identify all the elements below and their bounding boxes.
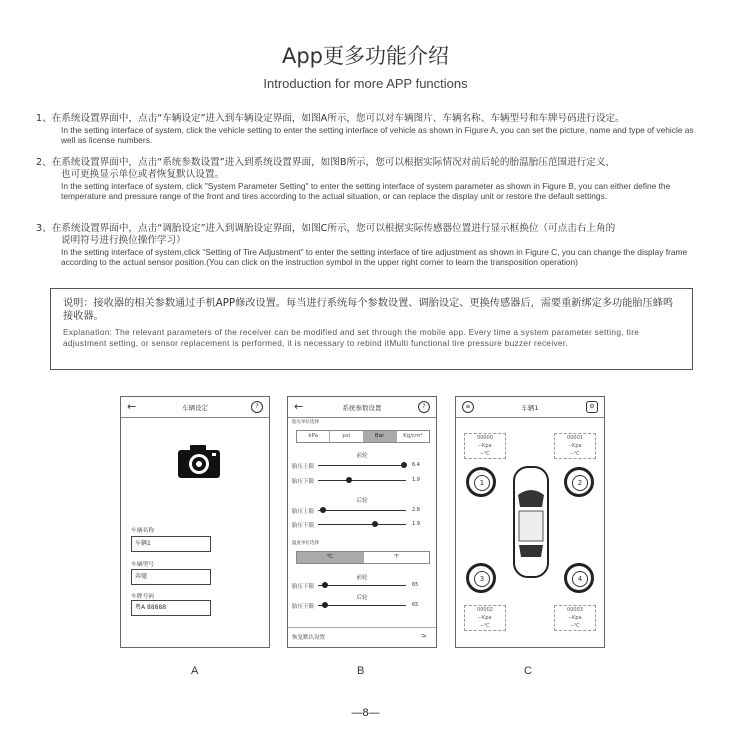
temp-rear-label: 胎压下限 <box>292 604 315 610</box>
unit-option-psi[interactable]: psi <box>330 431 363 442</box>
item-1-cn: 1、在系统设置界面中，点击“车辆设定”进入到车辆设定界面，如图A所示，您可以对车辆图片、车辆名称、车辆型号和车牌号码进行设定。 <box>36 113 625 124</box>
slider-knob[interactable] <box>322 602 328 608</box>
divider <box>288 627 436 628</box>
phone-b-title: 系统参数设置 <box>342 404 382 412</box>
pressure-unit-selector <box>296 430 430 443</box>
temp-option-fahrenheit[interactable]: ℉ <box>393 554 399 560</box>
sensor-temperature: --℃ <box>480 623 490 629</box>
rear-upper-value: 2.8 <box>412 507 420 513</box>
sensor-id: 00000 <box>477 435 493 441</box>
vehicle-name-label: 车辆名称 <box>131 528 155 534</box>
unit-option-kpa[interactable]: kPa <box>297 431 330 442</box>
back-arrow-icon[interactable]: ← <box>127 400 137 413</box>
sensor-pressure: --Kpa <box>568 615 582 621</box>
item-2-cn-line2: 也可更换显示单位或者恢复默认设置。 <box>61 169 225 180</box>
slider-knob[interactable] <box>346 477 352 483</box>
rear-lower-value: 1.9 <box>412 521 420 527</box>
phone-a-header <box>121 397 269 418</box>
slider-knob[interactable] <box>401 462 407 468</box>
camera-icon[interactable] <box>176 442 222 480</box>
help-icon[interactable]: ? <box>418 401 430 413</box>
menu-icon[interactable]: ≡ <box>462 401 474 413</box>
page-subtitle: Introduction for more APP functions <box>263 76 468 91</box>
slider-knob[interactable] <box>320 507 326 513</box>
phone-c-header <box>456 397 604 418</box>
note-cn: 说明：接收器的相关参数通过手机APP修改设置。每当进行系统每个参数设置、调胎设定、更换传感器后，需要重新绑定多功能胎压蜂鸣接收器。 <box>63 298 674 322</box>
sensor-box-2 <box>554 433 596 459</box>
chevron-right-icon: > <box>421 632 427 640</box>
sensor-box-4 <box>554 605 596 631</box>
temp-rear-slider[interactable] <box>318 605 406 606</box>
temp-unit-section-label: 温度单位选择 <box>292 541 319 546</box>
sensor-temperature: --℃ <box>570 623 580 629</box>
front-upper-value: 6.4 <box>412 462 420 468</box>
caption-c: C <box>524 665 532 677</box>
tire-number: 1 <box>474 475 490 491</box>
front-lower-label: 胎压下限 <box>292 479 315 485</box>
sensor-temperature: --℃ <box>570 451 580 457</box>
temp-option-celsius[interactable]: ℃ <box>297 552 364 563</box>
license-plate-label: 车牌号码 <box>131 594 155 600</box>
note-box <box>50 288 693 370</box>
slider-knob[interactable] <box>372 521 378 527</box>
caption-a: A <box>191 665 199 677</box>
sensor-id: 00002 <box>477 607 493 613</box>
front-wheel-heading: 前轮 <box>356 453 368 459</box>
rear-upper-label: 胎压上限 <box>292 509 315 515</box>
sensor-id: 00001 <box>567 435 583 441</box>
item-2-cn-line1: 2、在系统设置界面中，点击“系统参数设置”进入到系统设置界面，如图B所示，您可以根据实际情况对前后轮的胎温胎压范围进行定义， <box>36 157 616 168</box>
tire-3[interactable] <box>466 563 496 593</box>
tire-number: 2 <box>572 475 588 491</box>
tire-number: 3 <box>474 571 490 587</box>
temp-front-value: 65 <box>412 582 419 588</box>
rear-wheel-heading: 后轮 <box>356 498 368 504</box>
sensor-box-3 <box>464 605 506 631</box>
settings-gear-icon[interactable]: ⚙ <box>586 401 598 413</box>
item-3-en: In the setting interface of system,click “Setting of Tire Adjustment” to enter the setting interface of tire adjustment as shown in Figure C, you can change the display frame according to the actual sensor position.(You can click on the instruction symbol in the upper right corner to learn the transposition operation) <box>61 247 688 267</box>
vehicle-model-field[interactable]: 奔驰 <box>131 569 211 585</box>
instruction-item-2 <box>36 157 706 201</box>
phone-c-tire-adjustment <box>455 396 605 648</box>
front-lower-value: 1.9 <box>412 477 420 483</box>
restore-defaults-button[interactable]: 恢复默认设置 <box>292 635 326 641</box>
rear-upper-slider[interactable] <box>318 510 406 511</box>
phone-a-title: 车辆设定 <box>182 404 208 412</box>
note-en: Explanation: The relevant parameters of the receiver can be modified and set through the mobile app. Every time a system parameter setting, tire adjustment setting, or sensor replacement is performed, it is necessary to rebind itMulti functional tire pressure buzzer receiver. <box>63 327 640 348</box>
phone-c-title: 车辆1 <box>521 404 539 412</box>
temp-rear-heading: 后轮 <box>356 595 368 601</box>
license-plate-field[interactable]: 粤A 88888 <box>131 600 211 616</box>
vehicle-model-label: 车辆型号 <box>131 562 155 568</box>
phone-a-vehicle-setting <box>120 396 270 648</box>
sensor-pressure: --Kpa <box>478 443 492 449</box>
sensor-id: 00003 <box>567 607 583 613</box>
phone-b-header <box>288 397 436 418</box>
instruction-item-1 <box>36 113 706 145</box>
temp-front-slider[interactable] <box>318 585 406 586</box>
item-2-en: In the setting interface of system, click "System Parameter Setting" to enter the setting interface of system parameter as shown in Figure B, you can either define the temperature and pressure range of the front and tires according to the actual situation, or can replace the display unit or restore the default settings. <box>61 181 671 201</box>
caption-b: B <box>357 665 365 677</box>
temp-unit-selector <box>296 551 430 564</box>
sensor-temperature: --℃ <box>480 451 490 457</box>
instruction-item-3 <box>36 223 706 267</box>
temp-front-heading: 前轮 <box>356 575 368 581</box>
pressure-unit-section-label: 胎压单位选择 <box>292 420 319 425</box>
phone-b-system-parameters <box>287 396 437 648</box>
temp-rear-value: 65 <box>412 602 419 608</box>
page-title: App更多功能介绍 <box>281 44 450 68</box>
rear-lower-slider[interactable] <box>318 524 406 525</box>
unit-option-bar[interactable]: Bar <box>364 431 397 442</box>
temp-front-label: 胎压下限 <box>292 584 315 590</box>
slider-knob[interactable] <box>322 582 328 588</box>
unit-option-kgcm2[interactable]: Kg/cm² <box>403 433 423 439</box>
sensor-box-1 <box>464 433 506 459</box>
car-icon <box>506 463 556 581</box>
sensor-pressure: --Kpa <box>478 615 492 621</box>
tire-4[interactable] <box>564 563 594 593</box>
rear-lower-label: 胎压下限 <box>292 523 315 529</box>
item-3-cn-line2: 说明符号进行换位操作学习） <box>61 235 186 246</box>
help-icon[interactable]: ? <box>251 401 263 413</box>
item-1-en: In the setting interface of system, click the vehicle setting to enter the setting interface of vehicle as shown in Figure A, you can set the picture, name and type of vehicle as well as license numbers. <box>61 125 694 145</box>
front-lower-slider[interactable] <box>318 480 406 481</box>
vehicle-name-field[interactable]: 车辆1 <box>131 536 211 552</box>
tire-2[interactable] <box>564 467 594 497</box>
sensor-pressure: --Kpa <box>568 443 582 449</box>
front-upper-slider[interactable] <box>318 465 406 466</box>
tire-1[interactable] <box>466 467 496 497</box>
item-3-cn-line1: 3、在系统设置界面中，点击“调胎设定”进入到调胎设定界面，如图C所示，您可以根据实际传感器位置进行显示框换位（可点击右上角的 <box>36 223 616 234</box>
front-upper-label: 胎压上限 <box>292 464 315 470</box>
tire-number: 4 <box>572 571 588 587</box>
page-number: —8— <box>351 707 380 719</box>
back-arrow-icon[interactable]: ← <box>294 400 304 413</box>
